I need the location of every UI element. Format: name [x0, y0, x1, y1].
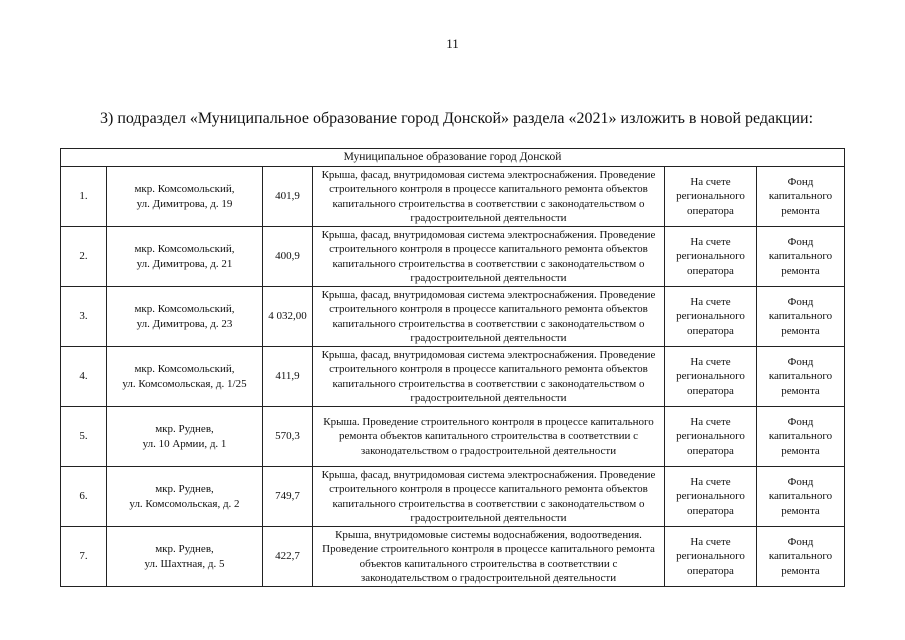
row-account: На счете регионального оператора [665, 227, 757, 287]
row-works: Крыша, внутридомовые системы водоснабжения, водоотведения. Проведение строительного контроля в процессе капитального ремонта объектов капитального строительства в соответствии с законодательством о градостроительной деятельности [313, 527, 665, 587]
row-address [107, 467, 263, 527]
repair-table [60, 148, 845, 587]
row-fund: Фонд капитального ремонта [757, 467, 845, 527]
row-fund: Фонд капитального ремонта [757, 227, 845, 287]
row-address [107, 167, 263, 227]
row-fund: Фонд капитального ремонта [757, 167, 845, 227]
row-area: 749,7 [263, 467, 313, 527]
address-line-1: мкр. Комсомольский, [134, 183, 235, 196]
section-heading: 3) подраздел «Муниципальное образование город Донской» раздела «2021» изложить в новой редакции: [100, 110, 814, 127]
address-line-1: мкр. Комсомольский, [134, 363, 235, 376]
row-number: 4. [61, 347, 107, 407]
table-row [61, 467, 845, 527]
address-line-2: ул. Шахтная, д. 5 [144, 557, 225, 570]
row-works: Крыша, фасад, внутридомовая система электроснабжения. Проведение строительного контроля в процессе капитального ремонта объектов капитального строительства в соответствии с законодательством о градостроительной деятельности [313, 287, 665, 347]
row-fund: Фонд капитального ремонта [757, 527, 845, 587]
row-number: 7. [61, 527, 107, 587]
address-line-2: ул. 10 Армии, д. 1 [142, 437, 227, 450]
row-number: 1. [61, 167, 107, 227]
row-area: 570,3 [263, 407, 313, 467]
row-account: На счете регионального оператора [665, 347, 757, 407]
row-number: 6. [61, 467, 107, 527]
group-title: Муниципальное образование город Донской [61, 149, 845, 167]
address-line-1: мкр. Руднев, [155, 423, 214, 436]
row-number: 3. [61, 287, 107, 347]
row-works: Крыша, фасад, внутридомовая система электроснабжения. Проведение строительного контроля в процессе капитального ремонта объектов капитального строительства в соответствии с законодательством о градостроительной деятельности [313, 167, 665, 227]
row-address [107, 347, 263, 407]
row-address [107, 527, 263, 587]
table-row [61, 167, 845, 227]
row-area: 411,9 [263, 347, 313, 407]
row-area: 401,9 [263, 167, 313, 227]
row-works: Крыша, фасад, внутридомовая система электроснабжения. Проведение строительного контроля в процессе капитального ремонта объектов капитального строительства в соответствии с законодательством о градостроительной деятельности [313, 467, 665, 527]
row-account: На счете регионального оператора [665, 167, 757, 227]
table-row [61, 527, 845, 587]
row-works: Крыша, фасад, внутридомовая система электроснабжения. Проведение строительного контроля в процессе капитального ремонта объектов капитального строительства в соответствии с законодательством о градостроительной деятельности [313, 347, 665, 407]
row-account: На счете регионального оператора [665, 287, 757, 347]
page-number: 11 [446, 36, 459, 51]
address-line-2: ул. Димитрова, д. 21 [136, 257, 233, 270]
address-line-2: ул. Комсомольская, д. 2 [129, 497, 240, 510]
row-fund: Фонд капитального ремонта [757, 287, 845, 347]
row-fund: Фонд капитального ремонта [757, 407, 845, 467]
address-line-1: мкр. Комсомольский, [134, 303, 235, 316]
row-fund: Фонд капитального ремонта [757, 347, 845, 407]
row-works: Крыша. Проведение строительного контроля в процессе капитального ремонта объектов капитального строительства в соответствии с законодательством о градостроительной деятельности [313, 407, 665, 467]
address-line-2: ул. Комсомольская, д. 1/25 [122, 377, 247, 390]
row-area: 422,7 [263, 527, 313, 587]
table-row [61, 287, 845, 347]
row-area: 4 032,00 [263, 287, 313, 347]
row-account: На счете регионального оператора [665, 467, 757, 527]
address-line-1: мкр. Комсомольский, [134, 243, 235, 256]
row-account: На счете регионального оператора [665, 527, 757, 587]
row-works: Крыша, фасад, внутридомовая система электроснабжения. Проведение строительного контроля в процессе капитального ремонта объектов капитального строительства в соответствии с законодательством о градостроительной деятельности [313, 227, 665, 287]
address-line-2: ул. Димитрова, д. 19 [136, 197, 233, 210]
address-line-1: мкр. Руднев, [155, 483, 214, 496]
address-line-2: ул. Димитрова, д. 23 [136, 317, 233, 330]
row-address [107, 227, 263, 287]
table-row [61, 347, 845, 407]
table-row [61, 227, 845, 287]
address-line-1: мкр. Руднев, [155, 543, 214, 556]
row-address [107, 287, 263, 347]
table-group-header-row [61, 149, 845, 167]
row-number: 5. [61, 407, 107, 467]
row-area: 400,9 [263, 227, 313, 287]
row-number: 2. [61, 227, 107, 287]
row-account: На счете регионального оператора [665, 407, 757, 467]
table-row [61, 407, 845, 467]
row-address [107, 407, 263, 467]
